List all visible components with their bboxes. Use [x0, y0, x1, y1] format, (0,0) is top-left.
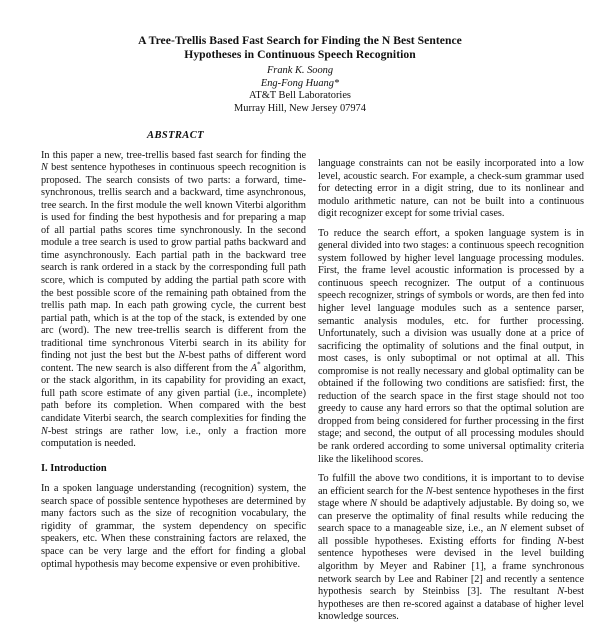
body-text: To fulfill the above two conditions, it is important to to devise an efficient search for the: [318, 473, 584, 497]
body-paragraph: language constraints can not be easily incorporated into a low level, acoustic search. For example, a check-sum grammar used for detecting error in a digit string, due to its nonlinear and modulo arithmetic nature, can not be built into a continuous digit recognizer except for some trivial cases.: [318, 158, 584, 220]
author-1: Frank K. Soong: [266, 65, 334, 76]
superscript-star: *: [257, 360, 261, 369]
body-paragraph: To reduce the search effort, a spoken language system is in general divided into two stages: a continuous speech recognition system followed by higher level language processing modules. First, the frame level acoustic information is processed by a continuous speech recognizer. The output of a continuous speech recognizer, strings of symbols or words, are then fed into higher level language modules such as a sentence parser, semantic analysis modules, etc. for further processing. Unfortunately, such a division was usually done at a price of sacrificing the optimality of solutions and the final output, in most cases, is only suboptimal or not optimal at all. This compromise is not really necessary and global optimality can be obtained if the following two conditions are satisfied: first, the reduction of the search space in the first stage should not too greedy to cause any hard errors so that the optimal solution are dropped from being considered for further processing in the first stage; and second, the output of all processing modules should be rank ordered according to some universal optimality criteria like the likelihood scores.: [318, 227, 584, 465]
body-text: element subset of all possible hypotheses. Existing efforts for finding: [318, 523, 584, 547]
author-block: [0, 65, 600, 115]
italic-n: N: [557, 586, 565, 598]
italic-a-star: A: [250, 362, 258, 374]
italic-n: N: [370, 498, 377, 510]
body-paragraph: [318, 473, 584, 624]
body-text: -best hypotheses are then re-scored against a database of higher level knowledge sources.: [318, 586, 584, 623]
title-line-1: A Tree-Trellis Based Fast Search for Finding the N Best Sentence: [138, 34, 462, 47]
affiliation: AT&T Bell Laboratories: [249, 90, 351, 102]
left-column: [41, 130, 306, 578]
abstract-text: best sentence hypotheses in continuous speech recognition is proposed. The search consists of two parts: a forward, time-synchronous, trellis search and a backward, time asynchronous, tree search. In the first module the well known Viterbi algorithm is used for finding the best hypothesis and for preparing a map of all partial paths scores time synchronously. In the second module a tree search is used to grow partial paths backward and time asynchronously. Each partial path in the backward tree search is rank ordered in a stack by the corresponding full path score, which is computed by adding the partial path score with the best possible score of the remaining path obtained from the trellis path map. In each path growing cycle, the current best partial path, which is at the top of the stack, is extended by one arc (word). The new tree-trellis search is different from the traditional time synchronous Viterbi search in its ability for finding not just the best but the: [41, 162, 306, 362]
abstract-text: -best strings are rather low, i.e., only a fraction more computation is needed.: [41, 425, 306, 450]
right-column: [318, 158, 584, 631]
abstract-text: -best paths of different word content. The new search is also different from the: [41, 350, 307, 374]
address: Murray Hill, New Jersey 07974: [234, 102, 366, 114]
section-heading-introduction: I. Introduction: [41, 462, 107, 474]
intro-paragraph: In a spoken language understanding (recognition) system, the search space of possible sentence hypotheses are determined by many factors such as the size of recognition vocabulary, the rigidity of grammar, the system dependency on specific speakers, etc. When these constraining factors are relaxed, the space can be very large and the effort for finding a global optimal hypothesis may become expensive or even prohibitive.: [41, 483, 306, 570]
italic-n: N: [41, 425, 48, 437]
abstract-paragraph: [41, 150, 306, 451]
paper-title: [0, 34, 600, 62]
author-2: Eng-Fong Huang*: [260, 77, 340, 89]
body-text: -best sentence hypotheses in the first stage where: [318, 485, 584, 510]
italic-n: N: [41, 162, 48, 174]
italic-n: N: [178, 350, 186, 362]
italic-n: N: [557, 535, 565, 547]
abstract-text: algorithm, or the stack algorithm, in its capability for providing an exact, full path score estimate of any given partial (i.e., incomplete) path before its completion. When compared with the best candidate Viterbi search, the search complexities for finding the: [41, 362, 306, 425]
title-line-2: Hypotheses in Continuous Speech Recognition: [184, 48, 416, 61]
body-text: should be adaptively adjustable. By doing so, we can preserve the optimality of final results while reducing the search space to a manageable size, i.e., an: [318, 498, 584, 535]
abstract-heading: ABSTRACT: [147, 130, 204, 141]
abstract-text: In this paper a new, tree-trellis based fast search for finding the: [41, 149, 306, 161]
italic-n: N: [499, 523, 507, 535]
body-text: -best sentence hypotheses were devised in the level building algorithm by Meyer and Rabiner [1], a frame synchronous network search by Lee and Rabiner [2] and recently a sentence hypothesis search by Steinbiss [3]. The resultant: [318, 535, 584, 598]
italic-n: N: [425, 485, 433, 497]
